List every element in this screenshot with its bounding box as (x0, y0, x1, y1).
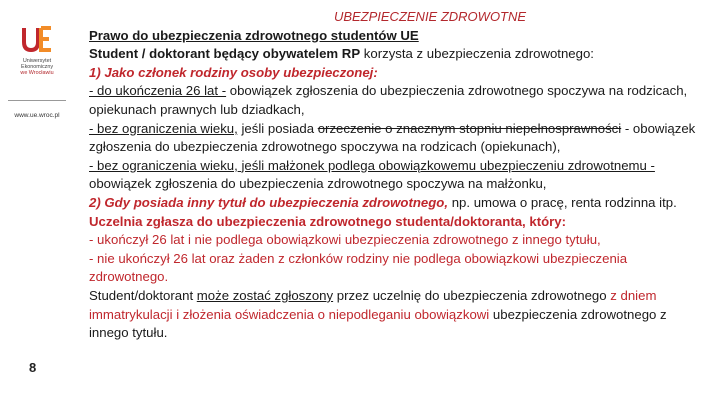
final-note: Student/doktorant może zostać zgłoszony przez uczelnię do ubezpieczenia zdrowotnego z dniem immatrykulacji i złożenia oświadczenia o niepodleganiu obowiązkowi ubezpieczenia zdrowotnego z innego tytułu. (89, 287, 667, 341)
ue-logo-icon (22, 26, 52, 54)
condition-2: - nie ukończył 26 lat oraz żaden z członków rodziny nie podlega obowiązkowi ubezpieczenia zdrowotnego. (89, 250, 628, 285)
university-url: www.ue.wroc.pl (14, 112, 60, 119)
sidebar-divider (8, 100, 66, 101)
point-2: 2) Gdy posiada inny tytuł do ubezpieczenia zdrowotnego, np. umowa o pracę, renta rodzinna itp. (89, 194, 677, 210)
point-1: 1) Jako członek rodziny osoby ubezpieczonej: (89, 64, 378, 80)
slide-title: UBEZPIECZENIE ZDROWOTNE (333, 9, 527, 24)
item-age-26: - do ukończenia 26 lat - obowiązek zgłoszenia do ubezpieczenia zdrowotnego spoczywa na rodzicach, opiekunach prawnych lub dziadkach, (89, 83, 688, 117)
item-spouse: - bez ograniczenia wieku, jeśli małżonek podlega obowiązkowemu ubezpieczeniu zdrowotnemu - obowiązek zgłoszenia do ubezpieczenia zdrowotnego spoczywa na małżonku, (89, 157, 655, 192)
condition-1: - ukończył 26 lat i nie podlega obowiązkowi ubezpieczenia zdrowotnego z innego tytułu, (89, 232, 601, 248)
heading-student: Student / doktorant będący obywatelem RP korzysta z ubezpieczenia zdrowotnego: (89, 46, 594, 62)
slide-content (89, 8, 701, 343)
sidebar (0, 0, 72, 405)
university-name: Uniwersytet Ekonomiczny we Wrocławiu (20, 58, 54, 77)
heading-rights: Prawo do ubezpieczenia zdrowotnego studentów UE (89, 27, 419, 43)
uczelnia-heading: Uczelnia zgłasza do ubezpieczenia zdrowotnego studenta/doktoranta, który: (89, 213, 567, 229)
page-number: 8 (29, 360, 37, 375)
item-disability: - bez ograniczenia wieku, jeśli posiada orzeczenie o znacznym stopniu niepełnosprawności - obowiązek zgłoszenia do ubezpieczenia zdrowotnego spoczywa na rodzicach (opiekunach), (89, 120, 696, 155)
